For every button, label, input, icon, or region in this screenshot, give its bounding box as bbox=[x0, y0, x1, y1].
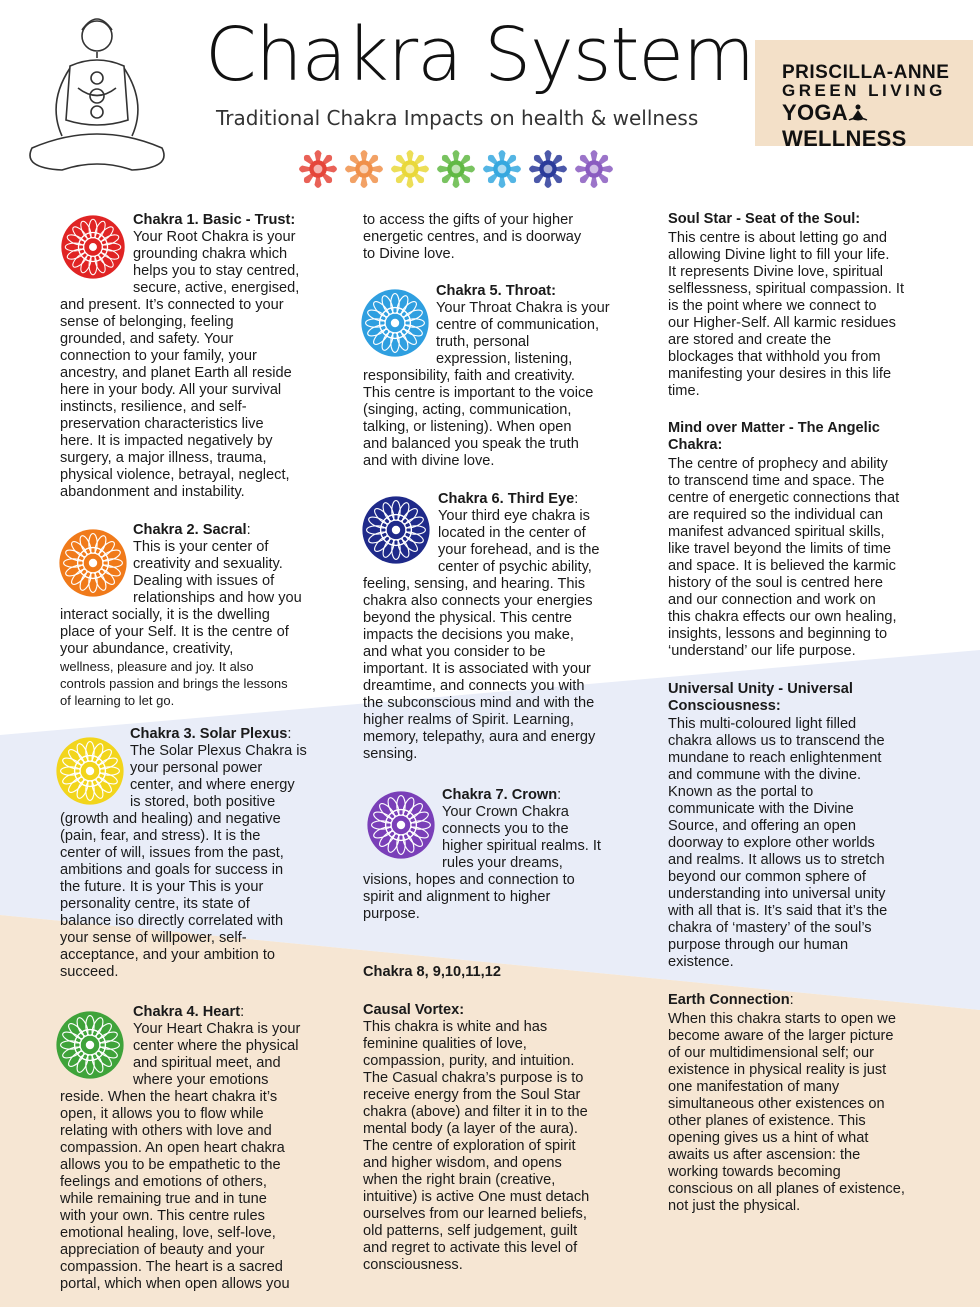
angelic-text-line: ‘understand’ our life purpose. bbox=[668, 643, 856, 659]
chakra6-text-line: center of psychic ability, bbox=[438, 559, 592, 575]
causal-vortex-text-line: old patterns, self judgement, guilt bbox=[363, 1223, 578, 1239]
earth-connection-text-line: When this chakra starts to open we bbox=[668, 1011, 896, 1027]
chakra1-text-line: helps you to stay centred, bbox=[133, 263, 300, 279]
chakra4-text-line: relating with others with love and bbox=[60, 1123, 272, 1139]
chakra6-text-line: important. It is associated with your bbox=[363, 661, 591, 677]
causal-vortex-text-line: chakra (above) and filter it in to the bbox=[363, 1104, 588, 1120]
universal-heading: Universal Unity - Universal bbox=[668, 681, 853, 697]
soul-star-text-line: This centre is about letting go and bbox=[668, 230, 888, 246]
chakra2-mandala-icon bbox=[58, 528, 128, 598]
chakra4-text-line: with your own. This centre rules bbox=[60, 1208, 265, 1224]
chakra6-text-line: dreamtime, and connects you with bbox=[363, 678, 585, 694]
chakra5-text-line: This centre is important to the voice bbox=[363, 385, 594, 401]
universal-text-line: Known as the portal to bbox=[668, 784, 814, 800]
chakra2-heading bbox=[133, 522, 251, 539]
chakra3-heading-text: Chakra 3. Solar Plexus bbox=[130, 726, 288, 742]
chakra4-text-line: compassion. An open heart chakra bbox=[60, 1140, 285, 1156]
chakra4-text-line: compassion. The heart is a sacred bbox=[60, 1259, 283, 1275]
chakra2-text-line: relationships and how you bbox=[133, 590, 302, 606]
earth-connection-text-line: opening gives us a hint of what bbox=[668, 1130, 869, 1146]
universal-text-line: existence. bbox=[668, 954, 734, 970]
chakra3-text-line: succeed. bbox=[60, 964, 119, 980]
soul-star-text-line: blockages that withhold you from bbox=[668, 349, 881, 365]
meditating-figure-icon bbox=[22, 8, 172, 178]
chakra6-heading-text: Chakra 6. Third Eye bbox=[438, 491, 575, 507]
earth-connection-text-line: existence in physical reality is just bbox=[668, 1062, 887, 1078]
chakra3-text-line: your personal power bbox=[130, 760, 263, 776]
header-mandala-heart-icon bbox=[434, 147, 478, 191]
chakra1-text-line: here. It is impacted negatively by bbox=[60, 433, 273, 449]
chakra3-text-line: center of will, issues from the past, bbox=[60, 845, 284, 861]
causal-vortex-text-line: The centre of exploration of spirit bbox=[363, 1138, 576, 1154]
header-mandala-root-icon bbox=[296, 147, 340, 191]
angelic-heading: Mind over Matter - The Angelic bbox=[668, 420, 880, 436]
causal-vortex-heading: Causal Vortex: bbox=[363, 1002, 465, 1018]
header-mandala-throat-icon bbox=[480, 147, 524, 191]
earth-connection-text-line: of our multidimensional self; our bbox=[668, 1045, 875, 1061]
lotus-meditator-icon bbox=[848, 103, 868, 123]
chakra4-text-line: feelings and emotions of others, bbox=[60, 1174, 267, 1190]
soul-star-text-line: It represents Divine love, spiritual bbox=[668, 264, 883, 280]
chakra2-text-line: Dealing with issues of bbox=[133, 573, 275, 589]
brand-yoga-wellness: YOGAWELLNESS bbox=[782, 100, 907, 151]
chakra3-text-line: balance iso directly correlated with bbox=[60, 913, 284, 929]
chakra5-text-line: Your Throat Chakra is your bbox=[436, 300, 610, 316]
chakra5-text-line: and balanced you speak the truth bbox=[363, 436, 579, 452]
page-subtitle: Traditional Chakra Impacts on health & wellness bbox=[216, 106, 699, 130]
chakra6-text-line: feeling, sensing, and hearing. This bbox=[363, 576, 586, 592]
chakra1-text-line: sense of belonging, feeling bbox=[60, 314, 234, 330]
causal-vortex-text-line: receive energy from the Soul Star bbox=[363, 1087, 581, 1103]
causal-vortex-text-line: compassion, purity, and intuition. bbox=[363, 1053, 575, 1069]
chakra3-text-line: is stored, both positive bbox=[130, 794, 276, 810]
universal-text-line: doorway to explore other worlds bbox=[668, 835, 875, 851]
causal-vortex-text-line: feminine qualities of love, bbox=[363, 1036, 527, 1052]
chakra4-text-line: open, it allows you to flow while bbox=[60, 1106, 264, 1122]
soul-star-heading: Soul Star - Seat of the Soul: bbox=[668, 211, 861, 227]
angelic-text-line: are required so the individual can bbox=[668, 507, 883, 523]
chakra3-heading-colon: : bbox=[287, 726, 292, 742]
chakra4-heading-text: Chakra 4. Heart bbox=[133, 1004, 241, 1020]
chakra4-continuation-line: to Divine love. bbox=[363, 246, 455, 262]
chakra6-text-line: impacts the decisions you make, bbox=[363, 627, 574, 643]
chakra5-text-line: responsibility, faith and creativity. bbox=[363, 368, 575, 384]
chakra1-text-line: instincts, resilience, and self- bbox=[60, 399, 247, 415]
chakra6-text-line: sensing. bbox=[363, 746, 418, 762]
chakra7-text-line: connects you to the bbox=[442, 821, 569, 837]
universal-text-line: and commune with the divine. bbox=[668, 767, 862, 783]
earth-connection-heading bbox=[668, 992, 794, 1009]
chakra2-text-line: interact socially, it is the dwelling bbox=[60, 607, 270, 623]
chakra2-text-line: This is your center of bbox=[133, 539, 269, 555]
earth-connection-text-line: not just the physical. bbox=[668, 1198, 801, 1214]
soul-star-text-line: manifesting your desires in this life bbox=[668, 366, 892, 382]
universal-text-line: mundane to reach enlightenment bbox=[668, 750, 882, 766]
chakra3-text-line: your sense of willpower, self- bbox=[60, 930, 247, 946]
chakra3-text-line: The Solar Plexus Chakra is bbox=[130, 743, 307, 759]
chakra4-text-line: Your Heart Chakra is your bbox=[133, 1021, 301, 1037]
chakra1-text-line: abandonment and instability. bbox=[60, 484, 245, 500]
chakra1-text-line: grounded, and safety. Your bbox=[60, 331, 234, 347]
universal-text-line: understanding into universal unity bbox=[668, 886, 886, 902]
causal-vortex-text-line: and higher wisdom, and opens bbox=[363, 1155, 562, 1171]
earth-connection-text-line: simultaneous other existences on bbox=[668, 1096, 885, 1112]
header-mandala-sacral-icon bbox=[342, 147, 386, 191]
chakra1-heading-text: Chakra 1. Basic - Trust: bbox=[133, 212, 296, 228]
chakra5-text-line: (singing, acting, communication, bbox=[363, 402, 572, 418]
chakra4-text-line: where your emotions bbox=[133, 1072, 269, 1088]
soul-star-text-line: allowing Divine light to fill your life. bbox=[668, 247, 890, 263]
chakra7-heading bbox=[442, 787, 561, 804]
chakra2-text-line: creativity and sexuality. bbox=[133, 556, 283, 572]
chakra1-text-line: ancestry, and planet Earth all reside bbox=[60, 365, 292, 381]
earth-connection-text-line: conscious on all planes of existence, bbox=[668, 1181, 905, 1197]
universal-heading: Consciousness: bbox=[668, 698, 781, 714]
angelic-text-line: centre of energetic connections that bbox=[668, 490, 900, 506]
chakra2-text-line: your abundance, creativity, bbox=[60, 641, 234, 657]
header-mandala-crown-icon bbox=[572, 147, 616, 191]
header-mandala-third-eye-icon bbox=[526, 147, 570, 191]
chakra6-text-line: and what you consider to be bbox=[363, 644, 546, 660]
earth-connection-heading-text: Earth Connection bbox=[668, 992, 790, 1008]
universal-text-line: This multi-coloured light filled bbox=[668, 716, 857, 732]
universal-text-line: beyond our common sphere of bbox=[668, 869, 866, 885]
chakra2-text-line: of learning to let go. bbox=[60, 693, 175, 708]
chakra7-text-line: visions, hopes and connection to bbox=[363, 872, 575, 888]
angelic-text-line: manifest advanced spiritual skills, bbox=[668, 524, 885, 540]
chakra4-continuation-line: energetic centres, and is doorway bbox=[363, 229, 582, 245]
chakra1-text-line: here in your body. All your survival bbox=[60, 382, 282, 398]
chakra3-text-line: center, and where energy bbox=[130, 777, 295, 793]
earth-connection-text-line: become aware of the larger picture bbox=[668, 1028, 894, 1044]
earth-connection-text-line: working towards becoming bbox=[668, 1164, 841, 1180]
chakra1-heading bbox=[133, 212, 295, 229]
chakra6-text-line: beyond the physical. This centre bbox=[363, 610, 573, 626]
causal-vortex-text-line: and regret to activate this level of bbox=[363, 1240, 578, 1256]
chakra2-heading-text: Chakra 2. Sacral bbox=[133, 522, 247, 538]
chakra4-text-line: reside. When the heart chakra it’s bbox=[60, 1089, 278, 1105]
chakra6-text-line: Your third eye chakra is bbox=[438, 508, 590, 524]
chakra1-mandala-icon bbox=[60, 214, 126, 280]
brand-name: PRISCILLA-ANNE bbox=[782, 62, 950, 83]
chakra5-mandala-icon bbox=[360, 288, 430, 358]
causal-vortex-text-line: ourselves from our learned beliefs, bbox=[363, 1206, 587, 1222]
chakra4-mandala-icon bbox=[55, 1010, 125, 1080]
causal-vortex-text-line: consciousness. bbox=[363, 1257, 463, 1273]
universal-text-line: chakra of ‘mastery’ of the soul’s bbox=[668, 920, 872, 936]
chakra4-heading bbox=[133, 1004, 244, 1021]
angelic-heading: Chakra: bbox=[668, 437, 723, 453]
chakra6-text-line: memory, telepathy, aura and energy bbox=[363, 729, 596, 745]
chakra1-text-line: grounding chakra which bbox=[133, 246, 288, 262]
universal-text-line: with all that is. It’s said that it’s the bbox=[668, 903, 888, 919]
chakra1-text-line: physical violence, betrayal, neglect, bbox=[60, 467, 290, 483]
chakra6-mandala-icon bbox=[361, 495, 431, 565]
chakra1-text-line: Your Root Chakra is your bbox=[133, 229, 296, 245]
soul-star-text-line: our Higher-Self. All karmic residues bbox=[668, 315, 896, 331]
soul-star-text-line: selflessness, spiritual compassion. It bbox=[668, 281, 905, 297]
chakra3-text-line: (pain, fear, and stress). It is the bbox=[60, 828, 261, 844]
chakra4-text-line: emotional healing, love, self-love, bbox=[60, 1225, 276, 1241]
chakra2-text-line: place of your Self. It is the centre of bbox=[60, 624, 289, 640]
chakra1-text-line: preservation characteristics live bbox=[60, 416, 264, 432]
chakra6-text-line: chakra also connects your energies bbox=[363, 593, 593, 609]
universal-text-line: communicate with the Divine bbox=[668, 801, 854, 817]
chakra6-text-line: located in the center of bbox=[438, 525, 586, 541]
chakra7-heading-text: Chakra 7. Crown bbox=[442, 787, 558, 803]
chakra6-text-line: higher realms of Spirit. Learning, bbox=[363, 712, 574, 728]
chakra5-text-line: expression, listening, bbox=[436, 351, 573, 367]
chakra5-text-line: centre of communication, bbox=[436, 317, 600, 333]
angelic-text-line: and our connection and work on bbox=[668, 592, 876, 608]
chakra5-heading bbox=[436, 283, 556, 300]
angelic-text-line: like travel beyond the limits of time bbox=[668, 541, 892, 557]
soul-star-text-line: are stored and create the bbox=[668, 332, 832, 348]
earth-connection-text-line: awaits us after ascension: the bbox=[668, 1147, 861, 1163]
angelic-text-line: insights, lessons and beginning to bbox=[668, 626, 888, 642]
causal-vortex-text-line: when the right brain (creative, bbox=[363, 1172, 556, 1188]
chakra2-text-line: wellness, pleasure and joy. It also bbox=[60, 659, 254, 674]
brand-tagline: GREEN LIVING bbox=[782, 81, 946, 100]
chakra4-heading-colon: : bbox=[240, 1004, 245, 1020]
chakra7-mandala-icon bbox=[366, 790, 436, 860]
universal-text-line: Source, and offering an open bbox=[668, 818, 856, 834]
chakra1-text-line: connection to your family, your bbox=[60, 348, 257, 364]
chakra3-heading bbox=[130, 726, 291, 743]
chakra7-heading-colon: : bbox=[557, 787, 562, 803]
chakra5-heading-text: Chakra 5. Throat: bbox=[436, 283, 557, 299]
universal-text-line: purpose through our human bbox=[668, 937, 849, 953]
chakra3-text-line: acceptance, and your ambition to bbox=[60, 947, 275, 963]
angelic-text-line: and space. It is believed the karmic bbox=[668, 558, 896, 574]
chakra1-text-line: secure, active, energised, bbox=[133, 280, 300, 296]
chakra4-text-line: center where the physical bbox=[133, 1038, 299, 1054]
header-mandala-row bbox=[296, 145, 626, 195]
causal-vortex-text-line: mental body (a layer of the aura). bbox=[363, 1121, 578, 1137]
chakra7-text-line: rules your dreams, bbox=[442, 855, 563, 871]
upper-chakras-heading: Chakra 8, 9,10,11,12 bbox=[363, 964, 501, 980]
chakra2-text-line: controls passion and brings the lessons bbox=[60, 676, 288, 691]
page-title: Chakra System bbox=[205, 12, 755, 98]
chakra3-text-line: (growth and healing) and negative bbox=[60, 811, 281, 827]
chakra2-heading-colon: : bbox=[246, 522, 251, 538]
soul-star-text-line: is the point where we connect to bbox=[668, 298, 877, 314]
chakra1-text-line: surgery, a major illness, trauma, bbox=[60, 450, 267, 466]
causal-vortex-text-line: This chakra is white and has bbox=[363, 1019, 548, 1035]
angelic-text-line: The centre of prophecy and ability bbox=[668, 456, 888, 472]
causal-vortex-text-line: intuitive) is active One must detach bbox=[363, 1189, 590, 1205]
chakra6-heading bbox=[438, 491, 578, 508]
chakra4-text-line: portal, which when open allows you bbox=[60, 1276, 290, 1292]
chakra7-text-line: higher spiritual realms. It bbox=[442, 838, 601, 854]
chakra5-text-line: talking, or listening). When open bbox=[363, 419, 572, 435]
chakra7-text-line: Your Crown Chakra bbox=[442, 804, 569, 820]
angelic-text-line: to transcend time and space. The bbox=[668, 473, 885, 489]
chakra7-text-line: spirit and alignment to higher bbox=[363, 889, 551, 905]
angelic-text-line: this chakra effects our own healing, bbox=[668, 609, 897, 625]
chakra6-heading-colon: : bbox=[574, 491, 579, 507]
chakra4-text-line: allows you to be empathetic to the bbox=[60, 1157, 281, 1173]
soul-star-text-line: time. bbox=[668, 383, 700, 399]
earth-connection-heading-colon: : bbox=[789, 992, 794, 1008]
chakra7-text-line: purpose. bbox=[363, 906, 420, 922]
chakra6-text-line: the subconscious mind and with the bbox=[363, 695, 595, 711]
chakra5-text-line: truth, personal bbox=[436, 334, 530, 350]
chakra4-text-line: and spiritual meet, and bbox=[133, 1055, 281, 1071]
header-mandala-solar-plexus-icon bbox=[388, 147, 432, 191]
chakra3-mandala-icon bbox=[55, 736, 125, 806]
earth-connection-text-line: one manifestation of many bbox=[668, 1079, 840, 1095]
universal-text-line: chakra allows us to transcend the bbox=[668, 733, 885, 749]
chakra1-text-line: and present. It’s connected to your bbox=[60, 297, 284, 313]
chakra4-text-line: appreciation of beauty and your bbox=[60, 1242, 265, 1258]
chakra3-text-line: the future. It is your This is your bbox=[60, 879, 264, 895]
causal-vortex-text-line: The Casual chakra’s purpose is to bbox=[363, 1070, 584, 1086]
chakra3-text-line: ambitions and goals for success in bbox=[60, 862, 284, 878]
universal-text-line: and realms. It allows us to stretch bbox=[668, 852, 885, 868]
earth-connection-text-line: other planes of existence. This bbox=[668, 1113, 866, 1129]
chakra6-text-line: your forehead, and is the bbox=[438, 542, 600, 558]
angelic-text-line: history of the soul is centred here bbox=[668, 575, 883, 591]
chakra4-text-line: while remaining true and in tune bbox=[60, 1191, 267, 1207]
chakra5-text-line: and with divine love. bbox=[363, 453, 495, 469]
chakra4-continuation-line: to access the gifts of your higher bbox=[363, 212, 574, 228]
chakra3-text-line: personality centre, its state of bbox=[60, 896, 250, 912]
